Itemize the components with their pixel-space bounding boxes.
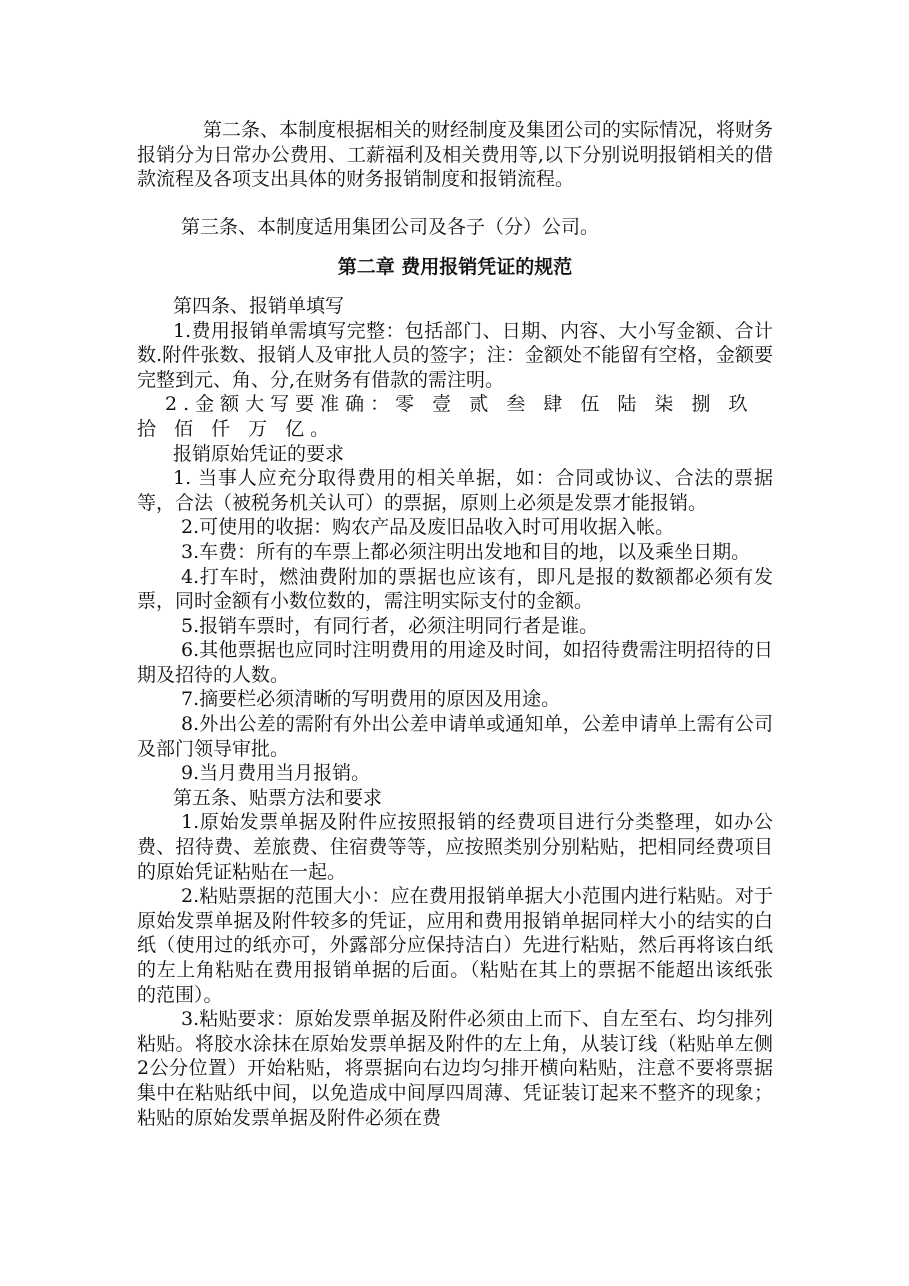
voucher-item-1: 1. 当事人应充分取得费用的相关单据，如：合同或协议、合法的票据等，合法（被税务机关认可）的票据，原则上必须是发票才能报销。 [137, 467, 773, 514]
article-4-heading: 第四条、报销单填写 [173, 294, 345, 317]
document-body [137, 118, 773, 1130]
chapter-title: 第二章 费用报销凭证的规范 [337, 256, 573, 279]
article-5-item-2: 2.粘贴票据的范围大小：应在费用报销单据大小范围内进行粘贴。对于原始发票单据及附件较多的凭证，应用和费用报销单据同样大小的结实的白纸（使用过的纸亦可，外露部分应保持洁白）先进行粘贴，然后再将该白纸的左上角粘贴在费用报销单据的后面。（粘贴在其上的票据不能超出该纸张的范围）。 [137, 885, 773, 1006]
voucher-item-2: 2.可使用的收据：购农产品及废旧品收入时可用收据入帐。 [181, 516, 675, 539]
voucher-item-9: 9.当月费用当月报销。 [181, 762, 371, 785]
voucher-item-7: 7.摘要栏必须清晰的写明费用的原因及用途。 [181, 688, 561, 711]
article-4-item-1: 1.费用报销单需填写完整：包括部门、日期、内容、大小写金额、合计数.附件张数、报销人及审批人员的签字；注：金额处不能留有空格，金额要完整到元、角、分,在财务有借款的需注明。 [137, 319, 773, 391]
voucher-requirements-heading: 报销原始凭证的要求 [173, 442, 345, 465]
article-3-paragraph: 第三条、本制度适用集团公司及各子（分）公司。 [181, 215, 600, 238]
article-2-paragraph: 第二条、本制度根据相关的财经制度及集团公司的实际情况，将财务报销分为日常办公费用、工薪福利及相关费用等,以下分别说明报销相关的借款流程及各项支出具体的财务报销制度和报销流程。 [137, 119, 774, 191]
voucher-item-8: 8.外出公差的需附有外出公差申请单或通知单，公差申请单上需有公司及部门领导审批。 [137, 713, 773, 760]
voucher-item-4: 4.打车时，燃油费附加的票据也应该有，即凡是报的数额都必须有发票，同时金额有小数位数的，需注明实际支付的金额。 [137, 565, 773, 613]
article-4-item-2: 2.金额大写要准确：零 壹 贰 叁 肆 伍 陆 柒 捌 玖 拾 佰 仟 万 亿。 [137, 393, 754, 440]
article-5-item-3: 3.粘贴要求：原始发票单据及附件必须由上而下、自左至右、均匀排列粘贴。将胶水涂抹在原始发票单据及附件的左上角，从装订线（粘贴单左侧2公分位置）开始粘贴，将票据向右边均匀排开横向粘贴，注意不要将票据集中在粘贴纸中间，以免造成中间厚四周薄、凭证装订起来不整齐的现象；粘贴的原始发票单据及附件必须在费 [137, 1008, 773, 1129]
voucher-item-6: 6.其他票据也应同时注明费用的用途及时间，如招待费需注明招待的日期及招待的人数。 [137, 639, 773, 686]
voucher-item-5: 5.报销车票时，有同行者，必须注明同行者是谁。 [181, 614, 599, 637]
article-5-heading: 第五条、贴票方法和要求 [173, 786, 383, 809]
article-5-item-1: 1.原始发票单据及附件应按照报销的经费项目进行分类整理，如办公费、招待费、差旅费、住宿费等等，应按照类别分别粘贴，把相同经费项目的原始凭证粘贴在一起。 [137, 811, 773, 883]
voucher-item-3: 3.车费：所有的车票上都必须注明出发地和目的地，以及乘坐日期。 [181, 540, 751, 563]
